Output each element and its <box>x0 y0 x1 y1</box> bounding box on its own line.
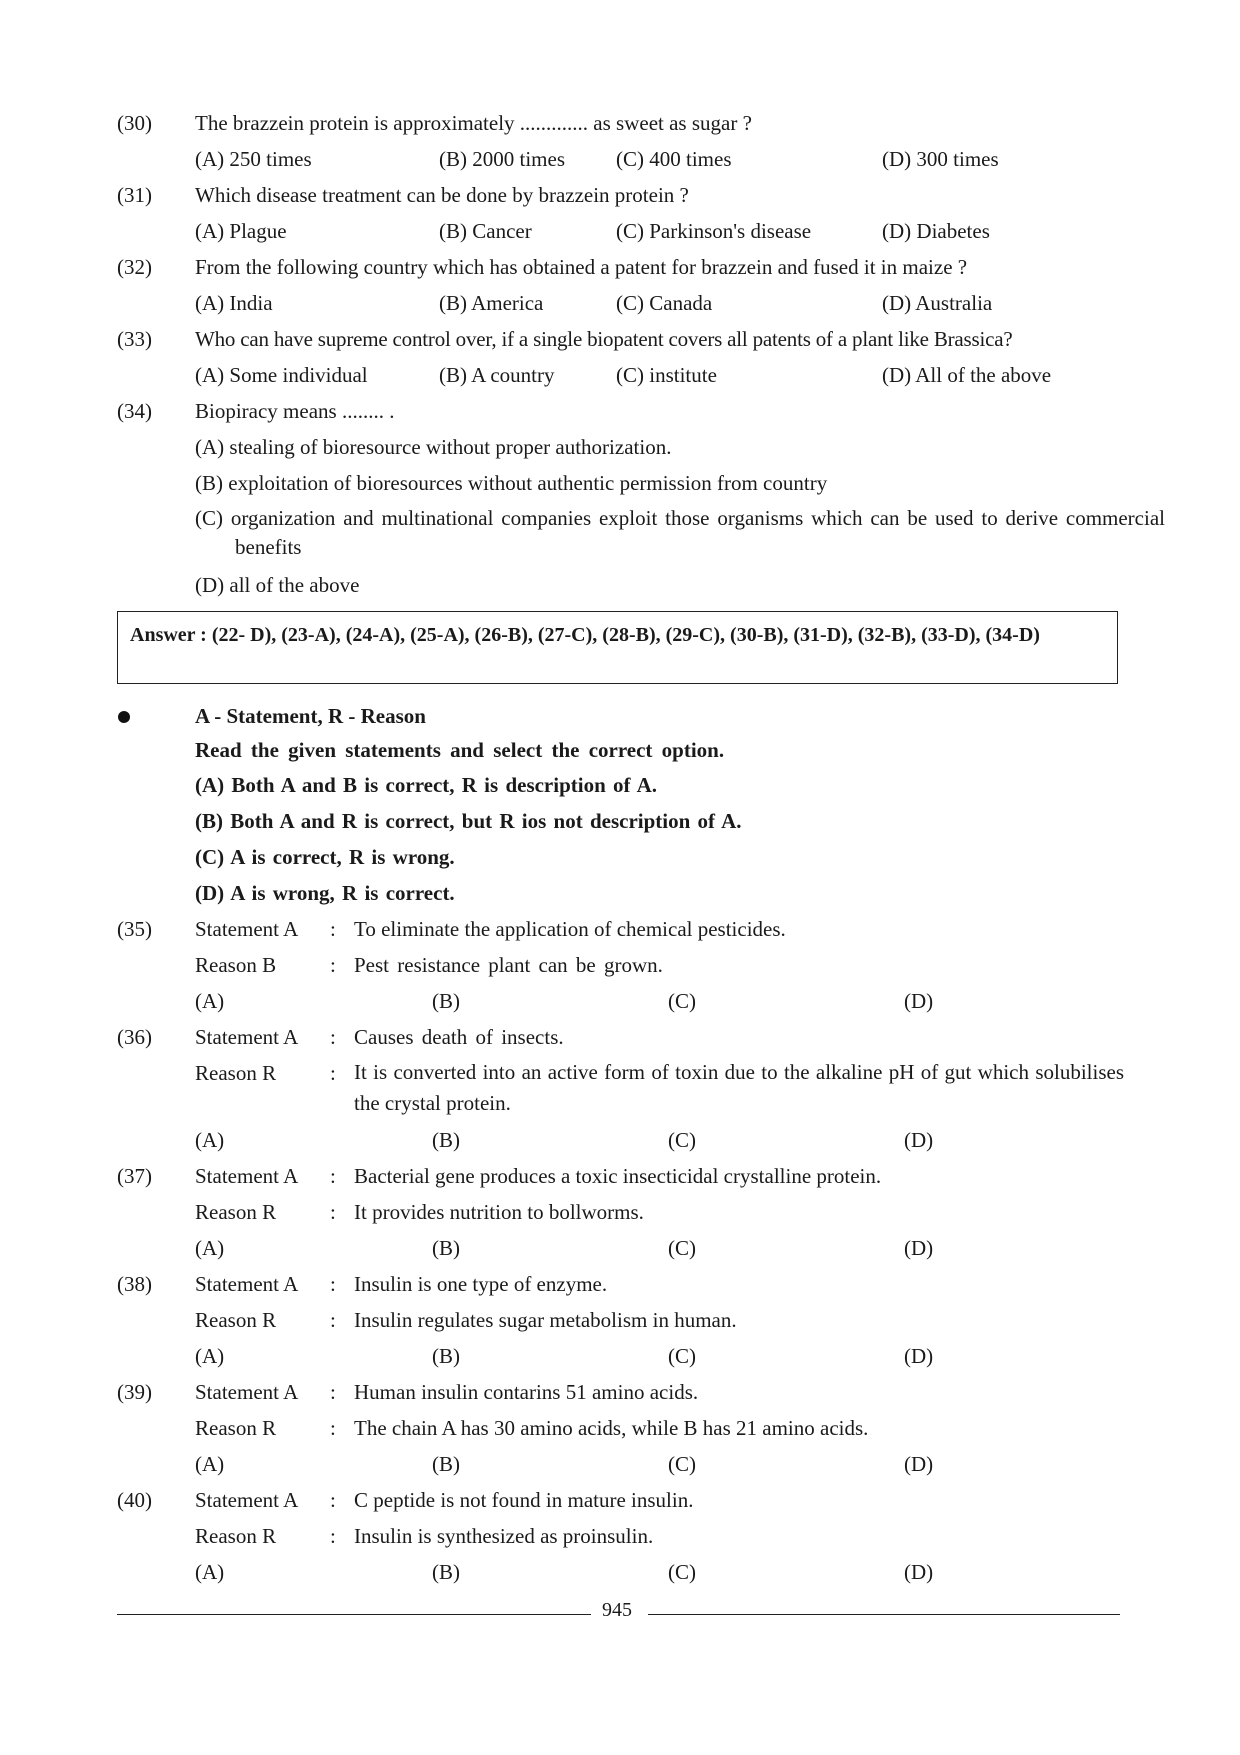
reason-text: It is converted into an active form of toxin due to the alkaline pH of gut which solubilises the crystal protein. <box>354 1060 1124 1115</box>
reason-label: Reason B <box>195 953 277 977</box>
choice-a: (A) <box>195 1344 225 1368</box>
option-d: (D) all of the above <box>195 573 360 597</box>
option-b: (B) A country <box>439 363 555 387</box>
reason-text: It provides nutrition to bollworms. <box>354 1200 644 1224</box>
colon: : <box>330 1524 336 1548</box>
question-text: Who can have supreme control over, if a single biopatent covers all patents of a plant like Brassica? <box>195 327 1013 351</box>
choice-b: (B) <box>432 989 460 1013</box>
choice-a: (A) <box>195 1236 225 1260</box>
choice-b: (B) <box>432 1452 460 1476</box>
choice-c: (C) <box>668 1452 696 1476</box>
question-number: (31) <box>117 183 152 207</box>
option-d: (D) All of the above <box>882 363 1052 387</box>
statement-text: Bacterial gene produces a toxic insecticidal crystalline protein. <box>354 1164 882 1188</box>
reason-label: Reason R <box>195 1308 277 1332</box>
question-number: (33) <box>117 327 152 351</box>
option-d: (D) 300 times <box>882 147 999 171</box>
reason-text: Pest resistance plant can be grown. <box>354 953 663 977</box>
option-c: (C) 400 times <box>616 147 732 171</box>
colon: : <box>330 953 336 977</box>
question-text: Which disease treatment can be done by brazzein protein ? <box>195 183 689 207</box>
question-number: (35) <box>117 917 152 941</box>
choice-d: (D) <box>904 1452 934 1476</box>
choice-d: (D) <box>904 989 934 1013</box>
option-b: (B) Cancer <box>439 219 532 243</box>
choice-c: (C) <box>668 1344 696 1368</box>
choice-a: (A) <box>195 1560 225 1584</box>
question-number: (39) <box>117 1380 152 1404</box>
bullet-icon <box>118 711 130 723</box>
ar-option-b: (B) Both A and R is correct, but R ios not description of A. <box>195 809 742 833</box>
reason-text: Insulin regulates sugar metabolism in human. <box>354 1308 737 1332</box>
colon: : <box>330 1308 336 1332</box>
answer-key: Answer : (22- D), (23-A), (24-A), (25-A), (26-B), (27-C), (28-B), (29-C), (30-B), (31-D), (32-B), (33-D), (34-D) <box>130 624 1040 646</box>
statement-label: Statement A <box>195 1272 299 1296</box>
statement-text: C peptide is not found in mature insulin. <box>354 1488 694 1512</box>
question-number: (36) <box>117 1025 152 1049</box>
statement-text: Causes death of insects. <box>354 1025 564 1049</box>
option-a: (A) Plague <box>195 219 287 243</box>
choice-d: (D) <box>904 1344 934 1368</box>
option-b: (B) America <box>439 291 544 315</box>
statement-label: Statement A <box>195 1380 299 1404</box>
option-c: (C) institute <box>616 363 717 387</box>
ar-option-d: (D) A is wrong, R is correct. <box>195 881 455 905</box>
colon: : <box>330 1380 336 1404</box>
choice-a: (A) <box>195 1128 225 1152</box>
reason-label: Reason R <box>195 1061 277 1085</box>
choice-b: (B) <box>432 1128 460 1152</box>
reason-text: The chain A has 30 amino acids, while B has 21 amino acids. <box>354 1416 869 1440</box>
option-c: (C) organization and multinational companies exploit those organisms which can be used to derive commercial benefits <box>195 506 1165 559</box>
choice-b: (B) <box>432 1560 460 1584</box>
choice-d: (D) <box>904 1236 934 1260</box>
choice-b: (B) <box>432 1344 460 1368</box>
question-number: (38) <box>117 1272 152 1296</box>
reason-label: Reason R <box>195 1524 277 1548</box>
choice-c: (C) <box>668 989 696 1013</box>
question-text: From the following country which has obtained a patent for brazzein and fused it in maize ? <box>195 255 968 279</box>
statement-text: Insulin is one type of enzyme. <box>354 1272 608 1296</box>
colon: : <box>330 1061 336 1085</box>
option-a: (A) 250 times <box>195 147 312 171</box>
question-text: The brazzein protein is approximately ............. as sweet as sugar ? <box>195 111 752 135</box>
option-d: (D) Diabetes <box>882 219 990 243</box>
footer-rule-right <box>648 1614 1120 1615</box>
choice-c: (C) <box>668 1128 696 1152</box>
choice-d: (D) <box>904 1128 934 1152</box>
option-a: (A) Some individual <box>195 363 368 387</box>
statement-label: Statement A <box>195 1488 299 1512</box>
statement-label: Statement A <box>195 917 299 941</box>
colon: : <box>330 1488 336 1512</box>
ar-option-c: (C) A is correct, R is wrong. <box>195 845 455 869</box>
option-c: (C) Parkinson's disease <box>616 219 812 243</box>
option-c: (C) Canada <box>616 291 713 315</box>
question-number: (30) <box>117 111 152 135</box>
option-b: (B) 2000 times <box>439 147 565 171</box>
option-a: (A) India <box>195 291 273 315</box>
colon: : <box>330 1164 336 1188</box>
question-text: Biopiracy means ........ . <box>195 399 395 423</box>
footer-rule-left <box>117 1614 591 1615</box>
question-number: (34) <box>117 399 152 423</box>
answer-box <box>117 611 1118 684</box>
choice-a: (A) <box>195 1452 225 1476</box>
option-d: (D) Australia <box>882 291 993 315</box>
colon: : <box>330 1025 336 1049</box>
question-number: (32) <box>117 255 152 279</box>
reason-label: Reason R <box>195 1416 277 1440</box>
choice-b: (B) <box>432 1236 460 1260</box>
choice-c: (C) <box>668 1560 696 1584</box>
choice-a: (A) <box>195 989 225 1013</box>
ar-option-a: (A) Both A and B is correct, R is description of A. <box>195 773 658 797</box>
statement-label: Statement A <box>195 1164 299 1188</box>
section-instruction: Read the given statements and select the correct option. <box>195 738 725 762</box>
question-number: (37) <box>117 1164 152 1188</box>
statement-label: Statement A <box>195 1025 299 1049</box>
option-b: (B) exploitation of bioresources without authentic permission from country <box>195 471 828 495</box>
section-heading: A - Statement, R - Reason <box>195 704 426 728</box>
option-a: (A) stealing of bioresource without proper authorization. <box>195 435 672 459</box>
colon: : <box>330 1416 336 1440</box>
colon: : <box>330 917 336 941</box>
question-number: (40) <box>117 1488 152 1512</box>
colon: : <box>330 1200 336 1224</box>
statement-text: To eliminate the application of chemical pesticides. <box>354 917 786 941</box>
page-number: 945 <box>602 1599 632 1621</box>
reason-text: Insulin is synthesized as proinsulin. <box>354 1524 654 1548</box>
reason-label: Reason R <box>195 1200 277 1224</box>
choice-c: (C) <box>668 1236 696 1260</box>
choice-d: (D) <box>904 1560 934 1584</box>
colon: : <box>330 1272 336 1296</box>
statement-text: Human insulin contarins 51 amino acids. <box>354 1380 699 1404</box>
